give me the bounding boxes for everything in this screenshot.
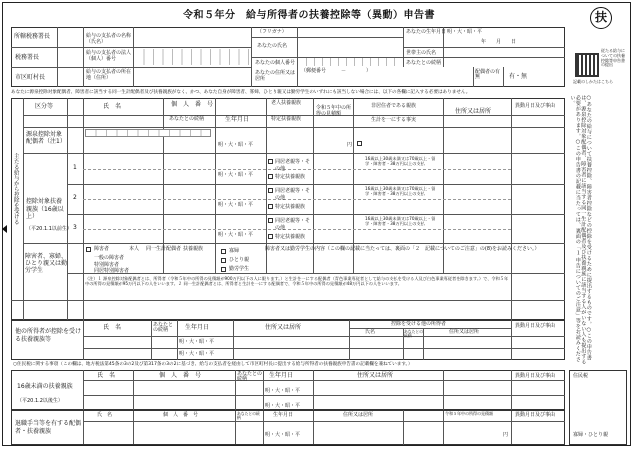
row2-old-checkbox[interactable] [268,188,273,193]
student-checkbox[interactable] [221,267,226,272]
single-checkbox[interactable] [221,258,226,263]
row1-era: 明・大・昭・平 [218,172,254,178]
payer-number-field[interactable] [135,49,249,65]
disability-self: 本人 [129,246,140,252]
payer-number-label: 給与の支払者の法人（個人）番号 [86,50,132,62]
d-row2-era: 明・大・昭・平 [179,351,215,357]
col-specific: 特定扶養親族 [271,116,302,122]
col-relation: あなたとの続柄 [169,116,205,122]
row3-spec: 特定扶養親族 [275,234,306,240]
row-3: 3 [73,224,77,231]
e-col-change: 異動月日及び事由 [515,373,556,379]
row1-old-checkbox[interactable] [268,159,273,164]
row1-old: 同居老親等・その他 [275,159,311,172]
col-mynumber: 個 人 番 号 [171,101,214,108]
fu-mark-text: 扶 [594,10,607,24]
spouse-options: 有・無 [509,73,528,80]
relation-label: あなたとの続柄 [406,60,442,66]
single-label: ひとり親 [229,257,250,263]
disability-spouse: 同一生計配偶者 [146,246,182,252]
row2-era: 明・大・昭・平 [218,202,254,208]
col-living: 生計を一にする事実 [371,117,417,123]
furigana-label: （フリガナ） [257,29,287,35]
section-f-label: 退職手当等を有する配偶者・扶養親族 [15,420,82,435]
d-col-change: 異動月日及び事由 [515,323,556,329]
disability-special: 特別障害者 [94,262,120,268]
f-col-income: 令和５年中の所得の見積額 [445,411,493,416]
d-col-address: 住所又は居所 [265,324,302,331]
right-notes: ○あなたの給与について扶養控除、障害者控除などの控除を受けるために提出するものです。○この申告書は、源泉控除対象配偶者、障害者に該当する同一生計配偶者及び扶養親族に該当する人がいない人も提出する必要があります。○この申告書の記載に当たっては、裏面の「１ 申告についてのご注意」等をお読みください。 [569,95,592,365]
your-number-field[interactable] [299,58,401,66]
row-2: 2 [73,194,77,201]
d-col-other-addr: 住所又は居所 [449,329,480,335]
declaration-form [2,2,631,446]
your-name-field[interactable] [299,39,401,56]
e-col-birth: 生年月日 [269,372,294,379]
f-col-mynumber: 個 人 番 号 [163,412,199,418]
your-name-label: あなたの氏名 [257,43,288,49]
d-row1-era: 明・大・昭・平 [179,339,215,345]
spouse-era: 明・大・昭・平 [218,142,254,148]
row3-era: 明・大・昭・平 [218,232,254,238]
row1-spec-checkbox[interactable] [268,174,273,179]
row3-nonres: 16歳以上30歳未満又は70歳以上・留学・障害者・38万円以上の支払 [365,216,436,227]
d-col-birth: 生年月日 [185,324,210,331]
d-col-name: 氏 名 [103,324,122,331]
fu-mark [590,7,612,29]
instruction-line: あなたに源泉控除対象配偶者、障害者に該当する同一生計配偶者及び扶養親族がなく、かつ、あなた自身が障害者、寡婦、ひとり親又は勤労学生のいずれにも該当しない場合には、以下の各欄に記入する必要はありません。 [11,90,471,95]
your-address-label: あなたの住所又は居所 [255,70,296,82]
widow-checkbox[interactable] [221,249,226,254]
disability-row: 障害者 [94,246,110,252]
birth-label: あなたの生年月日 [406,29,447,35]
notes: （注）１ 源泉控除対象配偶者とは、所得者（令和５年中の所得の見積額が900万円以下の人に限ります。）と生計を一にする配偶者（青色事業専従者として給与の支払を受ける人及び白色事業専従者を除きます。）で、令和５年中の所得の見積額が95万円以下の人をいいます。２ 同一生計配偶者とは、所得者と生計を一にする配偶者で、令和５年中の所得の見積額が48万円以下の人をいいます。 [85,276,509,287]
resident-header: ○住民税に関する事項（この欄は、地方税法第45条の3の2及び第317条の3の2に基づき、給与の支払者を経由して市区町村長に提出する給与所得者の扶養親族申告書の記載欄を兼ねています。） [13,362,413,367]
widow-label: 寡婦 [229,248,240,254]
col-kubun: 区分等 [35,103,54,110]
disability-dependent: 扶養親族 [183,246,204,252]
f-row-era: 明・大・昭・平 [265,432,301,438]
spouse-label: 配偶者の有無 [475,69,501,80]
disability-general: 一般の障害者 [94,255,125,261]
tax-office-label: 税務署長 [15,54,40,61]
row2-old: 同居老親等・その他 [275,188,311,201]
f-col-name: 氏 名 [97,412,113,418]
f-col-change: 異動月日及び事由 [515,412,556,418]
qr-code [575,53,599,77]
col-income: 令和５年中の所得の見積額 [316,105,352,117]
e-col-relation: あなたとの続柄 [237,371,263,382]
disability-checkbox[interactable] [86,247,91,252]
section-d-label: 他の所得者が控除を受ける扶養親族等 [15,328,82,343]
disability-cohabit: 同居特別障害者 [94,268,130,274]
col-nonresident: 非居住者である親族 [371,103,417,109]
col-birth: 生年月日 [225,116,250,123]
col-change: 異動月日及び事由 [515,103,556,109]
explain-label: 障害者又は勤労学生の内容（この欄の記載に当たっては、裏面の「２ 記載についてのご注意」の(8)をお読みください。） [265,246,540,252]
col-address: 住所又は居所 [455,108,492,115]
section-e-label: 16歳未満の扶養親族 [17,383,73,390]
row2-nonres: 16歳以上30歳未満又は70歳以上・留学・障害者・38万円以上の支払 [365,186,436,197]
e-row1-era: 明・大・昭・平 [265,388,301,394]
row1-spec: 特定扶養親族 [275,174,306,180]
section-a-label: 源泉控除対象配偶者（注1） [26,131,66,146]
f-col-relation: あなたとの続柄 [237,411,260,420]
spouse-yen: 円 [347,142,353,148]
your-number-label: あなたの個人番号 [255,60,296,66]
householder-label: 世帯主の氏名 [406,50,437,56]
e-row2-era: 明・大・昭・平 [265,403,301,409]
digital-note-box [569,51,570,52]
e-col-mynumber: 個 人 番 号 [159,372,202,379]
res-side-opts: 寡婦・ひとり親 [573,432,609,438]
row1-nonres: 16歳以上30歳未満又は70歳以上・留学・障害者・38万円以上の支払 [365,156,436,167]
d-col-other: 控除を受ける他の所得者 [391,321,447,327]
f-col-birth: 生年月日 [273,412,294,418]
d-col-other-rel: あなたとの続柄 [404,329,423,338]
city-label: 市区町村長 [15,74,46,81]
d-col-other-name: 氏名 [365,329,376,335]
e-col-name: 氏 名 [97,372,116,379]
row2-spec-checkbox[interactable] [268,204,273,209]
office-label: 所轄税務署長 [14,33,51,40]
row3-spec-checkbox[interactable] [268,234,273,239]
row3-old: 同居老親等・その他 [275,218,311,231]
e-col-address: 住所又は居所 [357,372,394,379]
digital-note: 従たる給与についての扶養控除等申告書の提出 [601,48,625,68]
col-old: 老人扶養親族 [271,100,302,106]
spouse-nonres-checkbox[interactable] [357,141,362,146]
arrow-left-icon [2,225,7,233]
res-side: 住民税 [573,373,589,379]
payer-address-label: 給与の支払者の所在地（住所） [86,69,132,81]
col-name: 氏 名 [103,103,122,110]
row3-old-checkbox[interactable] [268,218,273,223]
section-c-label: 障害者、寡婦、ひとり親又は勤労学生 [25,253,68,275]
payer-name-label: 給与の支払者の名称（氏名） [86,33,132,45]
f-row-yen: 円 [503,432,509,438]
section-b-note: （平20.1.1以前生） [26,226,72,232]
d-col-relation: あなたとの続柄 [153,322,174,333]
f-col-address: 住所又は居所 [343,412,374,418]
row2-spec: 特定扶養親族 [275,204,306,210]
postal-label: （郵便番号 － ） [301,68,372,74]
spouse-mynumber-field[interactable] [85,129,211,137]
qr-caption: 記載のしかたはこちら [573,79,613,84]
student-label: 勤労学生 [229,266,250,272]
form-title: 令和５年分 給与所得者の扶養控除等（異動）申告書 [183,10,435,21]
ymd-label: 年 月 日 [481,39,517,45]
side-label: 主たる給与から控除を受ける [12,153,19,225]
section-b-label: 控除対象扶養親族（16歳以上） [26,198,64,220]
section-e-note: （平20.1.2以後生） [17,398,63,404]
era-label: 明・大・昭・平 [447,29,483,35]
row-1: 1 [73,164,77,171]
